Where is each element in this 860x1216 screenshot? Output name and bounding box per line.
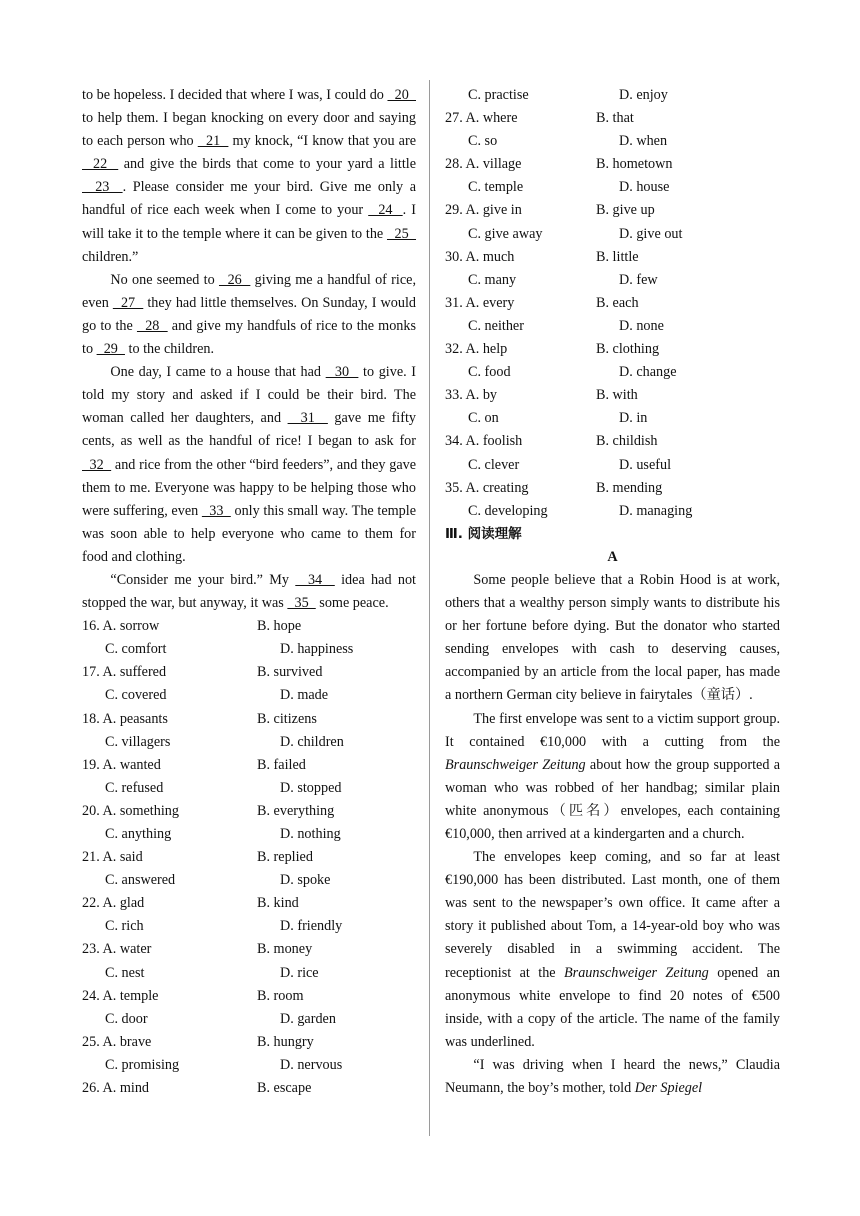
option-a[interactable]: 23. A. water [82, 941, 152, 958]
option-b[interactable]: B. hungry [257, 1033, 314, 1050]
option-c[interactable]: C. villagers [105, 733, 171, 750]
right-column [445, 84, 780, 1100]
option-c[interactable]: C. refused [105, 779, 164, 796]
blank-27[interactable]: 27 [112, 294, 144, 311]
option-c[interactable]: C. door [105, 1010, 148, 1027]
option-d[interactable]: D. garden [280, 1010, 336, 1027]
blank-31[interactable]: 31 [287, 410, 328, 427]
option-d[interactable]: D. give out [619, 225, 683, 242]
option-d[interactable]: D. in [619, 410, 648, 427]
option-row [445, 430, 780, 453]
option-b[interactable]: B. money [257, 941, 313, 958]
blank-22[interactable]: 22 [82, 156, 119, 173]
option-row [445, 269, 780, 292]
option-b[interactable]: B. mending [596, 479, 663, 496]
option-row [82, 777, 416, 800]
option-a[interactable]: 33. A. by [445, 387, 498, 404]
option-b[interactable]: B. failed [257, 756, 306, 773]
option-row [445, 384, 780, 407]
blank-20[interactable]: 20 [387, 87, 416, 103]
option-row [82, 869, 416, 892]
cloze-paragraph-2: No one seemed to 26 giving me a handful of rice, even 27 they had little themselves. On Sunday, I would go to the 28 and give my handfuls of rice to the monks to 29 to the children. [82, 271, 417, 358]
blank-26[interactable]: 26 [218, 271, 251, 288]
option-c[interactable]: C. clever [468, 456, 520, 473]
option-a[interactable]: 25. A. brave [82, 1033, 152, 1050]
passage-paragraph-3: The envelopes keep coming, and so far at least €190,000 has been distributed. Last month, one of them was sent to the newspaper’s own office. It came after a story it published about Tom, a 14-year-old boy who was severely disabled in a swimming accident. The receptionist at the Braunschweiger Zeitung opened an anonymous white envelope to find 20 notes of €500 inside, with a copy of the article. The name of the family was underlined. [445, 849, 780, 1050]
option-row [82, 938, 416, 961]
option-b[interactable]: B. hope [257, 618, 302, 635]
option-row [82, 708, 416, 731]
option-c[interactable]: C. covered [105, 687, 167, 704]
option-d[interactable]: D. happiness [280, 641, 354, 658]
option-a[interactable]: 30. A. much [445, 248, 515, 265]
blank-25[interactable]: 25 [386, 225, 417, 242]
option-d[interactable]: D. few [619, 271, 658, 288]
option-row [445, 500, 780, 523]
option-row [82, 962, 416, 985]
passage-label: A [607, 548, 618, 565]
blank-30[interactable]: 30 [325, 364, 359, 381]
passage-paragraph-2: The first envelope was sent to a victim support group. It contained €10,000 with a cutting from the Braunschweiger Zeitung about how the group supported a woman who was robbed of her handbag; similar plain white anonymous（匹名）envelopes, each containing €10,000, then arrived at a kindergarten and a church. [445, 710, 780, 842]
option-b[interactable]: B. everything [257, 802, 335, 819]
option-a[interactable]: 34. A. foolish [445, 433, 523, 450]
option-row [445, 130, 780, 153]
option-row [445, 176, 780, 199]
newspaper-name: Braunschweiger Zeitung [564, 964, 709, 981]
option-c[interactable]: C. anything [105, 826, 172, 842]
passage-paragraph-4: “I was driving when I heard the news,” Claudia Neumann, the boy’s mother, told Der Spiegel [445, 1056, 780, 1097]
option-a[interactable]: 20. A. something [82, 802, 179, 819]
option-d[interactable]: D. house [619, 179, 670, 196]
option-a[interactable]: 18. A. peasants [82, 710, 168, 727]
option-a[interactable]: 31. A. every [445, 294, 515, 311]
option-c[interactable]: C. give away [468, 225, 543, 242]
option-c[interactable]: C. developing [468, 502, 548, 519]
option-b[interactable]: B. kind [257, 895, 299, 912]
option-a[interactable]: 16. A. sorrow [82, 618, 160, 635]
option-d[interactable]: D. nervous [280, 1056, 343, 1073]
option-row [82, 1031, 416, 1054]
option-row [445, 292, 780, 315]
option-row [82, 754, 416, 777]
option-b[interactable]: B. replied [257, 849, 313, 866]
option-row [445, 407, 780, 430]
option-a[interactable]: 27. A. where [445, 110, 518, 127]
option-row [82, 615, 416, 638]
blank-23[interactable]: 23 [82, 179, 123, 196]
option-a[interactable]: 21. A. said [82, 849, 143, 866]
option-row [82, 985, 416, 1008]
option-row [445, 315, 780, 338]
blank-24[interactable]: 24 [368, 202, 403, 219]
option-row [82, 800, 416, 823]
newspaper-name: Braunschweiger Zeitung [445, 756, 586, 773]
option-row [82, 661, 416, 684]
option-row [445, 246, 780, 269]
option-a[interactable]: 35. A. creating [445, 479, 529, 496]
option-b[interactable]: B. citizens [257, 710, 317, 727]
option-d[interactable]: D. useful [619, 456, 672, 473]
option-row [82, 731, 416, 754]
option-d[interactable]: D. when [619, 133, 668, 150]
option-row [445, 199, 780, 222]
option-row [82, 823, 416, 846]
option-c[interactable]: C. many [468, 271, 517, 288]
option-a[interactable]: 29. A. give in [445, 202, 522, 219]
option-a[interactable]: 26. A. mind [82, 1080, 150, 1097]
option-b[interactable]: B. with [596, 387, 638, 404]
option-c[interactable]: C. so [468, 133, 498, 150]
blank-35[interactable]: 35 [287, 595, 316, 612]
option-d[interactable]: D. change [619, 364, 677, 381]
option-d[interactable]: D. managing [619, 502, 693, 519]
left-column [82, 84, 416, 1100]
option-row [445, 107, 780, 130]
option-b[interactable]: B. that [596, 110, 634, 127]
option-a[interactable]: 32. A. help [445, 341, 508, 358]
cloze-paragraph-3: One day, I came to a house that had 30 to give. I told my story and asked if I could be their bird. The woman called her daughters, and 31 gave me fifty cents, as well as the handful of rice! I began to ask for 32 and rice from the other “bird feeders”, and they gave them to me. Everyone was happy to be helping those who were suffering, even 33 only this small way. The temple was soon able to help everyone who came to them for food and clothing. [82, 364, 417, 565]
option-b[interactable]: B. give up [596, 202, 655, 219]
blank-34[interactable]: 34 [295, 571, 335, 588]
option-c[interactable]: C. food [468, 364, 511, 381]
option-c[interactable]: C. comfort [105, 641, 167, 658]
option-row [445, 84, 780, 107]
option-d[interactable]: D. children [280, 733, 344, 750]
option-c[interactable]: C. neither [468, 317, 524, 334]
option-d[interactable]: D. spoke [280, 872, 331, 889]
option-row [82, 1008, 416, 1031]
option-b[interactable]: B. room [257, 987, 304, 1004]
option-b[interactable]: B. childish [596, 433, 658, 450]
column-divider [429, 80, 430, 1136]
option-d[interactable]: D. made [280, 687, 329, 704]
blank-33[interactable]: 33 [201, 502, 231, 519]
option-a[interactable]: 22. A. glad [82, 895, 145, 912]
option-a[interactable]: 17. A. suffered [82, 664, 167, 681]
option-row [82, 684, 416, 707]
blank-28[interactable]: 28 [136, 317, 168, 334]
option-row [82, 846, 416, 869]
option-c[interactable]: C. on [468, 410, 499, 427]
option-b[interactable]: B. clothing [596, 341, 660, 358]
option-c[interactable]: C. temple [468, 179, 524, 196]
option-row [445, 223, 780, 246]
option-d[interactable]: D. friendly [280, 918, 343, 935]
option-row [445, 477, 780, 500]
blank-29[interactable]: 29 [96, 341, 125, 358]
section-title: Ⅲ. 阅读理解 [445, 525, 522, 542]
option-d[interactable]: D. stopped [280, 779, 342, 796]
option-d[interactable]: D. enjoy [619, 87, 668, 103]
option-row [445, 454, 780, 477]
option-row [445, 153, 780, 176]
blank-32[interactable]: 32 [82, 456, 112, 473]
option-row [445, 338, 780, 361]
option-c[interactable]: C. promising [105, 1056, 180, 1073]
option-b[interactable]: B. each [596, 294, 639, 311]
option-b[interactable]: B. hometown [596, 156, 673, 173]
option-b[interactable]: B. escape [257, 1080, 312, 1097]
option-c[interactable]: C. rich [105, 918, 144, 935]
option-c[interactable]: C. practise [468, 87, 529, 103]
option-row [82, 638, 416, 661]
option-b[interactable]: B. little [596, 248, 639, 265]
option-a[interactable]: 28. A. village [445, 156, 522, 173]
option-a[interactable]: 19. A. wanted [82, 756, 161, 773]
passage-paragraph-1: Some people believe that a Robin Hood is at work, others that a wealthy person simply wants to distribute his or her fortune before dying. But the donator who started sending envelopes with cash to deserving causes, accompanied by an article from the local paper, has made a northern German city believe in fairytales（童话）. [445, 571, 780, 704]
option-row [82, 1077, 416, 1100]
option-c[interactable]: C. answered [105, 872, 176, 889]
option-row [445, 361, 780, 384]
option-row [82, 892, 416, 915]
option-c[interactable]: C. nest [105, 964, 145, 981]
option-b[interactable]: B. survived [257, 664, 323, 681]
cloze-paragraph-1: to be hopeless. I decided that where I was, I could do 20 to help them. I began knocking on every door and saying to each person who 21 my knock, “I know that you are 22 and give the birds that come to your yard a little 23 . Please consider me your bird. Give me only a handful of rice each week when I come to your 24 . I will take it to the temple where it can be given to the 25 children.” [82, 87, 417, 265]
option-a[interactable]: 24. A. temple [82, 987, 159, 1004]
option-d[interactable]: D. rice [280, 964, 319, 981]
option-row [82, 1054, 416, 1077]
option-row [82, 915, 416, 938]
blank-21[interactable]: 21 [197, 133, 229, 150]
option-d[interactable]: D. none [619, 317, 664, 334]
cloze-paragraph-4: “Consider me your bird.” My 34 idea had not stopped the war, but anyway, it was 35 some peace. [82, 571, 416, 612]
magazine-name: Der Spiegel [634, 1080, 703, 1097]
option-d[interactable]: D. nothing [280, 826, 341, 842]
